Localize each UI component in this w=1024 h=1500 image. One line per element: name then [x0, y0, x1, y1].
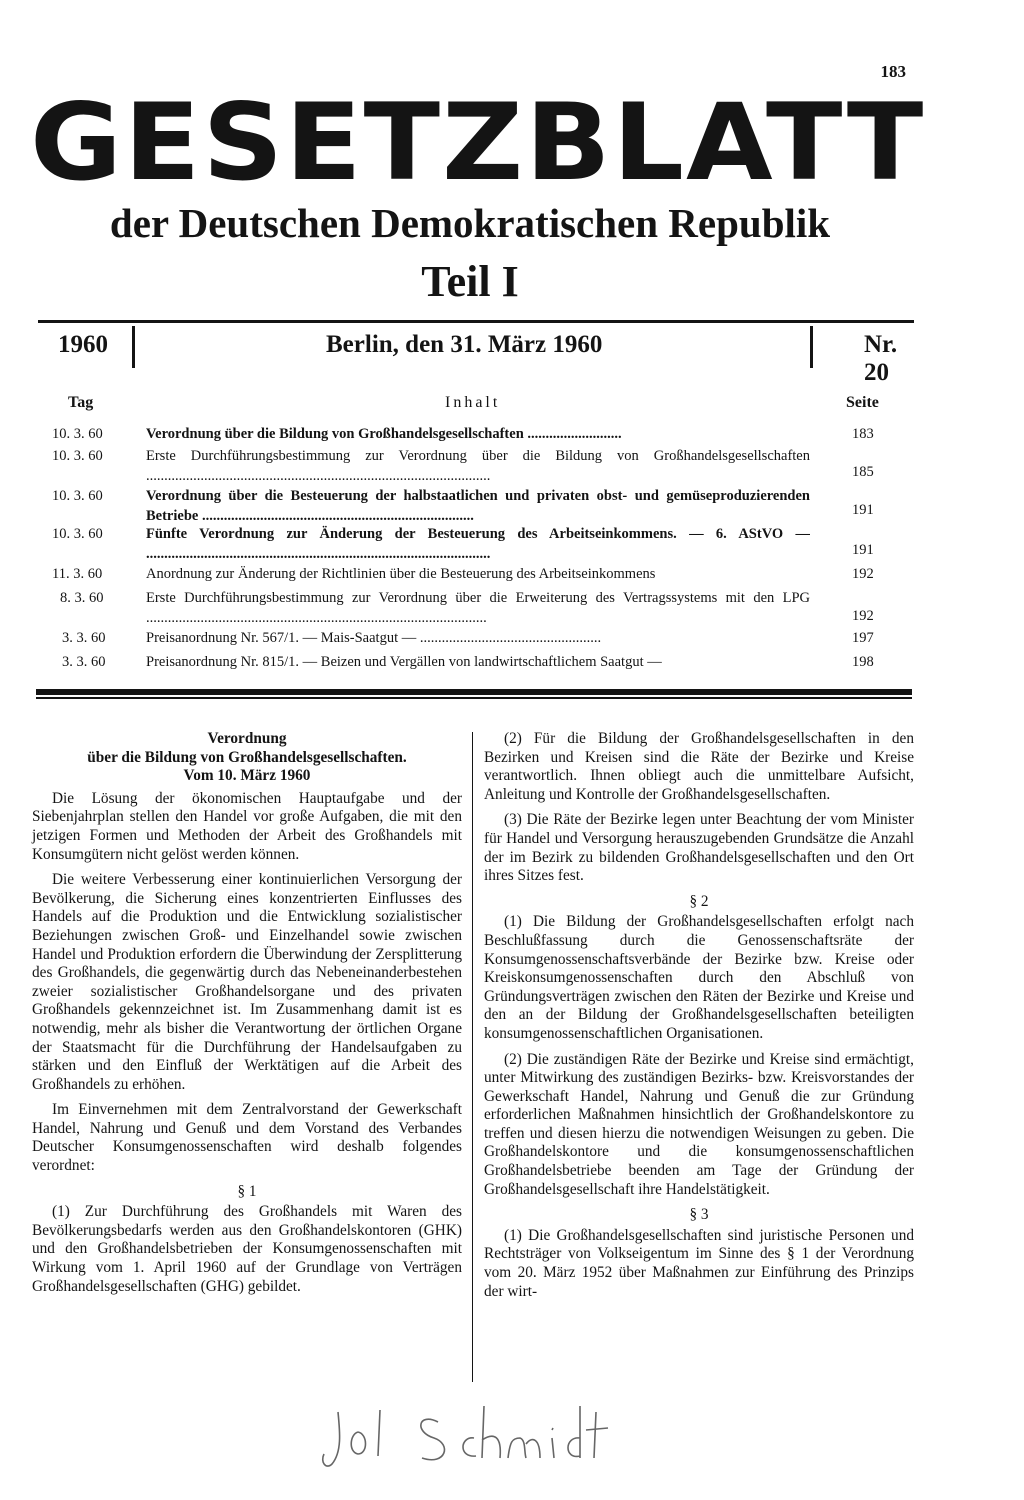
toc-entry-title: Verordnung über die Bildung von Großhandelsgesellschaften ..........................: [146, 426, 622, 442]
page-number: 183: [880, 62, 906, 81]
section-paragraph: (2) Die zuständigen Räte der Bezirke und Kreise sind ermächtigt, unter Mitwirkung des zuständigen Bezirks- bzw. Kreisvorstandes der Gewerkschaft Handel, Nahrung und Genuß die zur Gründung erforderlichen Maßnahmen hinsichtlich der Großhandelskontore zu treffen und diesen hierzu die notwendigen Weisungen zu geben. Die Großhandelskontore und die konsumgenossenschaftlichen Großhandelsbetriebe beenden am Tage der Gründung der Großhandelsgesellschaft ihre Handelstätigkeit.: [484, 1050, 914, 1198]
issue-number: Nr. 20: [864, 331, 898, 386]
toc-entry-date: 3. 3. 60: [62, 654, 106, 670]
masthead-subtitle: der Deutschen Demokratischen Republik: [109, 200, 831, 246]
preamble-paragraph: Im Einvernehmen mit dem Zentralvorstand der Gewerkschaft Handel, Nahrung und Genuß und dem Vorstand des Verbandes Deutscher Konsumgenossenschaften wird deshalb folgendes verordnet:: [32, 1101, 462, 1175]
toc-entry-date: 10. 3. 60: [52, 448, 103, 464]
toc-entry-title: Fünfte Verordnung zur Änderung der Besteuerung des Arbeitseinkommens. — 6. AStVO — ...............................................................................................: [146, 526, 810, 562]
toc-entry-page: 192: [852, 566, 874, 582]
toc-bottom-rule: [36, 689, 912, 695]
toc-header-inhalt: Inhalt: [445, 394, 501, 411]
toc-entry-date: 10. 3. 60: [52, 426, 103, 442]
toc-entry-title: Preisanordnung Nr. 567/1. — Mais-Saatgut — ..................................................: [146, 630, 602, 646]
section-paragraph: (1) Die Großhandelsgesellschaften sind juristische Personen und Rechtsträger von Volkseigentum im Sinne des § 1 der Verordnung vom 20. März 1952 über Maßnahmen zur Einführung des Prinzips der wirt-: [484, 1226, 914, 1300]
toc-entry-title: Erste Durchführungsbestimmung zur Verordnung über die Erweiterung des Vertragssystems mit den LPG ..............................................................................................: [146, 590, 810, 626]
article-left-column: [32, 730, 462, 1303]
toc-entry-date: 8. 3. 60: [60, 590, 104, 606]
article-date: Vom 10. März 1960: [183, 767, 311, 785]
section-paragraph: (3) Die Räte der Bezirke legen unter Beachtung der vom Minister für Handel und Versorgung herauszugebenden Grundsätze die Anzahl der im Bezirk zu bildenden Großhandelsgesellschaften und den Ort ihres Sitzes fest.: [484, 811, 914, 885]
toc-entry-date: 10. 3. 60: [52, 526, 103, 542]
toc-entry-title: Verordnung über die Besteuerung der halbstaatlichen und privaten obst- und gemüseproduzierenden Betriebe ...........................................................................: [146, 488, 810, 524]
preamble-paragraph: Die Lösung der ökonomischen Hauptaufgabe und der Siebenjahrplan stellen den Handel vor große Aufgaben, die mit den jetzigen Formen und Methoden der Arbeit des Großhandels mit Konsumgütern nicht gelöst werden können.: [32, 789, 462, 863]
section-heading: § 2: [689, 892, 709, 910]
toc-entry-page: 185: [852, 464, 874, 480]
section-paragraph: (2) Für die Bildung der Großhandelsgesellschaften in den Bezirken und Kreisen sind die Räte der Bezirke und Kreise verantwortlich. Ihnen obliegt auch die unmittelbare Aufsicht, Anleitung und Kontrolle der Großhandelsgesellschaften.: [484, 730, 914, 803]
toc-list: [0, 0, 1024, 700]
issue-year: 1960: [58, 331, 108, 358]
toc-entry-page: 197: [852, 630, 874, 646]
section-paragraph: (1) Zur Durchführung des Großhandels mit Waren des Bevölkerungsbedarfs werden aus den Großhandelskontoren (GHK) und den Großhandelsbetrieben der Konsumgenossenschaften mit Wirkung vom 1. April 1960 auf der Grundlage von Verträgen Großhandelsgesellschaften (GHG) gebildet.: [32, 1203, 462, 1295]
article-heading: Verordnung: [207, 730, 287, 747]
preamble-paragraph: Die weitere Verbesserung einer kontinuierlichen Versorgung der Bevölkerung, die Sicherung eines konzentrierten Einflusses des Handels auf die Produktion und die Entwicklung sozialistischer Beziehungen zwischen Groß- und Einzelhandel sowie zwischen Handel und Produktion erfordern die Überwindung der Zersplitterung des Großhandels, die gegenwärtig durch das Nebeneinanderbestehen zweier sozialistischer Großhandelsorgane und des privaten Großhandels gekennzeichnet ist. Im Zusammenhang damit ist es notwendig, mehr als bisher die Verantwortung der örtlichen Organe der Staatsmacht für die Durchführung der Handelsaufgaben zu stärken und den Einfluß der Werktätigen auf die Arbeit des Großhandels zu erhöhen.: [32, 871, 462, 1093]
toc-entry-title: Preisanordnung Nr. 815/1. — Beizen und Vergällen von landwirtschaftlichem Saatgut —: [146, 654, 662, 670]
toc-header-seite: Seite: [846, 394, 879, 411]
toc-entry-title: Erste Durchführungsbestimmung zur Verordnung über die Bildung von Großhandelsgesellschaften ...............................................................................................: [146, 448, 810, 484]
toc-entry-date: 11. 3. 60: [52, 566, 103, 582]
toc-entry-page: 183: [852, 426, 874, 442]
toc-entry-page: 192: [852, 608, 874, 624]
toc-entry-title: Anordnung zur Änderung der Richtlinien über die Besteuerung des Arbeitseinkommens: [146, 566, 656, 582]
section-heading: § 1: [237, 1182, 257, 1200]
toc-header-tag: Tag: [68, 394, 94, 411]
toc-entry-date: 10. 3. 60: [52, 488, 103, 504]
masthead-title: GESETZBLATT: [30, 81, 926, 205]
toc-entry-page: 191: [852, 502, 874, 518]
section-paragraph: (1) Die Bildung der Großhandelsgesellschaften erfolgt nach Beschlußfassung durch die Genossenschaftsräte der Konsumgenossenschaftsverbände der Bezirke bzw. Kreise oder Kreiskonsumgenossenschaften durch den Abschluß von Gründungsverträgen zwischen den Räten der Bezirke und Kreise und den an der Bildung der Großhandelsgesellschaften beteiligten konsumgenossenschaftlichen Organisationen.: [484, 913, 914, 1042]
issue-date: Berlin, den 31. März 1960: [326, 331, 603, 358]
toc-bottom-rule-thin: [36, 697, 912, 699]
masthead-part: Teil I: [421, 257, 519, 306]
section-heading: § 3: [689, 1206, 709, 1224]
toc-entry-page: 191: [852, 542, 874, 558]
toc-entry-date: 3. 3. 60: [62, 630, 106, 646]
handwritten-signature: [318, 1392, 638, 1482]
toc-entry-page: 198: [852, 654, 874, 670]
column-separator: [472, 732, 473, 1382]
article-right-column: [484, 730, 914, 1308]
article-subheading: über die Bildung von Großhandelsgesellschaften.: [87, 748, 407, 766]
